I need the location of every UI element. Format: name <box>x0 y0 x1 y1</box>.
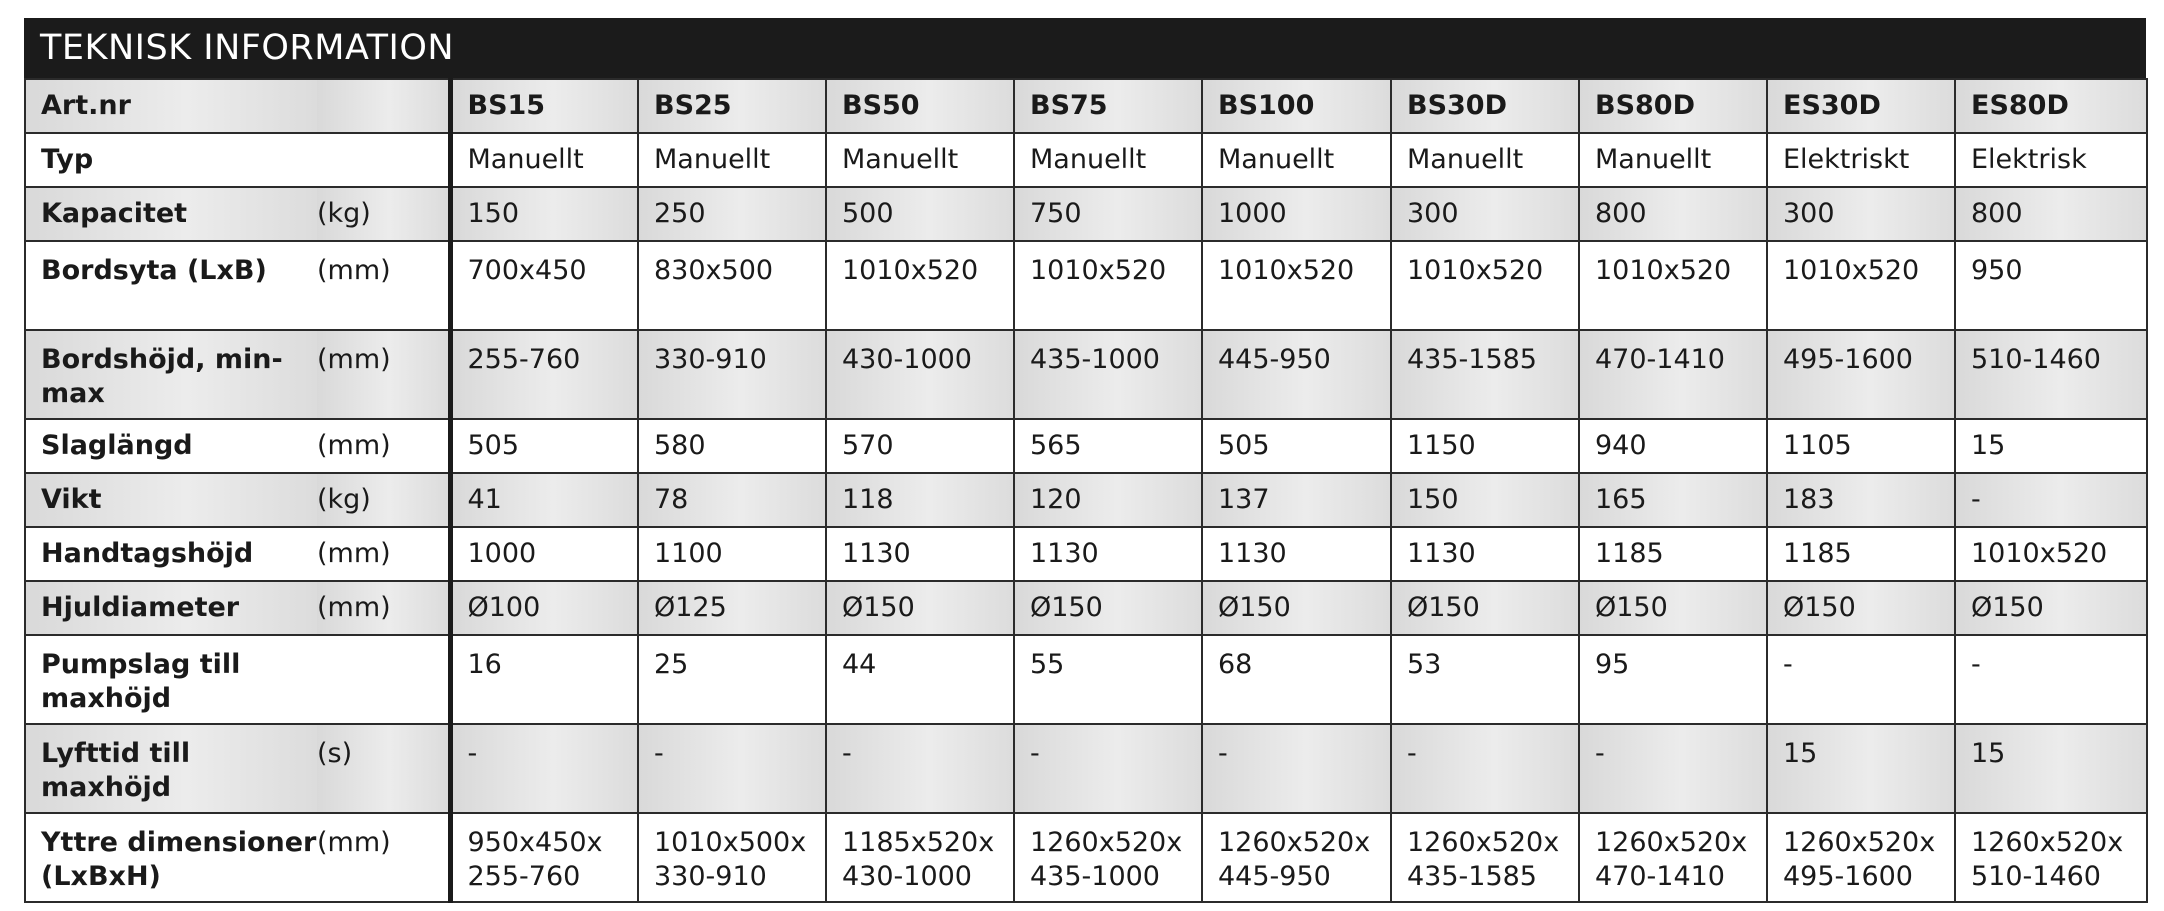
row-unit: (mm) <box>317 241 450 330</box>
table-cell: 25 <box>638 635 826 724</box>
table-cell: 1185 <box>1579 527 1767 581</box>
table-row <box>25 419 2147 473</box>
table-cell: - <box>1579 724 1767 813</box>
row-unit: (mm) <box>317 527 450 581</box>
table-cell: Manuellt <box>1014 133 1202 187</box>
table-cell: 1185x520x 430-1000 <box>826 813 1014 902</box>
table-row <box>25 724 2147 813</box>
table-cell: Elektriskt <box>1767 133 1955 187</box>
table-cell: 505 <box>450 419 638 473</box>
table-cell: Manuellt <box>450 133 638 187</box>
table-row <box>25 581 2147 635</box>
table-cell: 565 <box>1014 419 1202 473</box>
table-row <box>25 635 2147 724</box>
table-cell: 120 <box>1014 473 1202 527</box>
table-row <box>25 241 2147 330</box>
table-cell: Manuellt <box>1579 133 1767 187</box>
table-cell: Ø150 <box>1579 581 1767 635</box>
row-label: Lyfttid till maxhöjd <box>25 724 317 813</box>
table-cell: Manuellt <box>638 133 826 187</box>
table-cell: 15 <box>1955 419 2147 473</box>
table-row <box>25 133 2147 187</box>
table-cell: 1010x520 <box>1202 241 1391 330</box>
table-cell: 800 <box>1955 187 2147 241</box>
table-title: TEKNISK INFORMATION <box>24 18 2146 78</box>
table-cell: 1010x520 <box>1955 527 2147 581</box>
table-cell: - <box>1955 473 2147 527</box>
table-cell: 505 <box>1202 419 1391 473</box>
table-cell: Ø150 <box>1014 581 1202 635</box>
table-cell: Manuellt <box>1202 133 1391 187</box>
table-row <box>25 813 2147 902</box>
spec-sheet <box>24 18 2146 903</box>
table-cell: Elektrisk <box>1955 133 2147 187</box>
table-cell: 510-1460 <box>1955 330 2147 419</box>
table-cell: 150 <box>450 187 638 241</box>
table-cell: 53 <box>1391 635 1579 724</box>
table-cell: 15 <box>1955 724 2147 813</box>
table-cell: 830x500 <box>638 241 826 330</box>
row-unit <box>317 635 450 724</box>
table-cell: - <box>1955 635 2147 724</box>
table-cell: Ø150 <box>1767 581 1955 635</box>
row-unit: (mm) <box>317 419 450 473</box>
table-cell: Manuellt <box>1391 133 1579 187</box>
table-cell: 15 <box>1767 724 1955 813</box>
table-cell: 1010x520 <box>826 241 1014 330</box>
table-cell: 750 <box>1014 187 1202 241</box>
table-cell: 570 <box>826 419 1014 473</box>
table-cell: 445-950 <box>1202 330 1391 419</box>
table-cell: 950x450x 255-760 <box>450 813 638 902</box>
model-header: BS100 <box>1202 79 1391 133</box>
table-cell: 300 <box>1391 187 1579 241</box>
table-row <box>25 330 2147 419</box>
table-cell: Ø150 <box>826 581 1014 635</box>
table-cell: 1105 <box>1767 419 1955 473</box>
row-unit: (mm) <box>317 813 450 902</box>
table-cell: 1185 <box>1767 527 1955 581</box>
table-cell: 78 <box>638 473 826 527</box>
table-cell: 1130 <box>1391 527 1579 581</box>
model-header: BS50 <box>826 79 1014 133</box>
table-cell: 1100 <box>638 527 826 581</box>
row-label: Kapacitet <box>25 187 317 241</box>
row-label: Hjuldiameter <box>25 581 317 635</box>
table-cell: 1000 <box>1202 187 1391 241</box>
row-unit: (mm) <box>317 330 450 419</box>
table-cell: - <box>1767 635 1955 724</box>
table-cell: Ø100 <box>450 581 638 635</box>
table-cell: 330-910 <box>638 330 826 419</box>
table-cell: 68 <box>1202 635 1391 724</box>
row-label: Bordsyta (LxB) <box>25 241 317 330</box>
table-cell: 1010x520 <box>1767 241 1955 330</box>
model-header: ES30D <box>1767 79 1955 133</box>
table-cell: 1260x520x 445-950 <box>1202 813 1391 902</box>
spec-table <box>24 78 2148 903</box>
table-cell: 1010x520 <box>1579 241 1767 330</box>
table-cell: 137 <box>1202 473 1391 527</box>
row-label: Pumpslag till maxhöjd <box>25 635 317 724</box>
table-cell: 1000 <box>450 527 638 581</box>
table-cell: 300 <box>1767 187 1955 241</box>
header-unit <box>317 79 450 133</box>
table-cell: 940 <box>1579 419 1767 473</box>
table-cell: 580 <box>638 419 826 473</box>
table-cell: 250 <box>638 187 826 241</box>
table-cell: 1260x520x 435-1585 <box>1391 813 1579 902</box>
table-cell: 1260x520x 510-1460 <box>1955 813 2147 902</box>
table-cell: Ø150 <box>1391 581 1579 635</box>
table-cell: 1010x520 <box>1391 241 1579 330</box>
table-cell: 150 <box>1391 473 1579 527</box>
table-cell: 495-1600 <box>1767 330 1955 419</box>
table-cell: 55 <box>1014 635 1202 724</box>
table-cell: 1130 <box>826 527 1014 581</box>
table-cell: 16 <box>450 635 638 724</box>
table-cell: - <box>450 724 638 813</box>
table-cell: 1150 <box>1391 419 1579 473</box>
row-label: Vikt <box>25 473 317 527</box>
table-cell: 950 <box>1955 241 2147 330</box>
row-label: Handtagshöjd <box>25 527 317 581</box>
row-label: Typ <box>25 133 317 187</box>
table-cell: Ø150 <box>1955 581 2147 635</box>
table-cell: 95 <box>1579 635 1767 724</box>
header-label: Art.nr <box>25 79 317 133</box>
model-header: ES80D <box>1955 79 2147 133</box>
row-unit <box>317 133 450 187</box>
table-cell: - <box>826 724 1014 813</box>
table-cell: - <box>1202 724 1391 813</box>
model-header: BS80D <box>1579 79 1767 133</box>
table-cell: 41 <box>450 473 638 527</box>
row-label: Slaglängd <box>25 419 317 473</box>
table-cell: 435-1585 <box>1391 330 1579 419</box>
table-cell: Manuellt <box>826 133 1014 187</box>
table-cell: 183 <box>1767 473 1955 527</box>
table-cell: 1130 <box>1202 527 1391 581</box>
row-unit: (kg) <box>317 187 450 241</box>
table-cell: 800 <box>1579 187 1767 241</box>
model-header: BS75 <box>1014 79 1202 133</box>
table-cell: 500 <box>826 187 1014 241</box>
model-header: BS25 <box>638 79 826 133</box>
row-unit: (kg) <box>317 473 450 527</box>
table-cell: 1260x520x 435-1000 <box>1014 813 1202 902</box>
table-cell: 1010x500x 330-910 <box>638 813 826 902</box>
table-cell: - <box>1014 724 1202 813</box>
table-cell: 430-1000 <box>826 330 1014 419</box>
table-cell: 470-1410 <box>1579 330 1767 419</box>
table-row <box>25 527 2147 581</box>
table-cell: - <box>638 724 826 813</box>
table-row <box>25 187 2147 241</box>
table-cell: 1130 <box>1014 527 1202 581</box>
table-cell: Ø150 <box>1202 581 1391 635</box>
table-row <box>25 473 2147 527</box>
table-cell: 165 <box>1579 473 1767 527</box>
table-cell: Ø125 <box>638 581 826 635</box>
row-label: Bordshöjd, min-max <box>25 330 317 419</box>
table-cell: 1260x520x 495-1600 <box>1767 813 1955 902</box>
row-unit: (mm) <box>317 581 450 635</box>
table-cell: 435-1000 <box>1014 330 1202 419</box>
header-row <box>25 79 2147 133</box>
table-cell: 1260x520x 470-1410 <box>1579 813 1767 902</box>
table-cell: 255-760 <box>450 330 638 419</box>
table-cell: 44 <box>826 635 1014 724</box>
table-cell: 700x450 <box>450 241 638 330</box>
table-cell: 118 <box>826 473 1014 527</box>
row-unit: (s) <box>317 724 450 813</box>
model-header: BS15 <box>450 79 638 133</box>
table-cell: 1010x520 <box>1014 241 1202 330</box>
model-header: BS30D <box>1391 79 1579 133</box>
table-cell: - <box>1391 724 1579 813</box>
row-label: Yttre dimensioner (LxBxH) <box>25 813 317 902</box>
